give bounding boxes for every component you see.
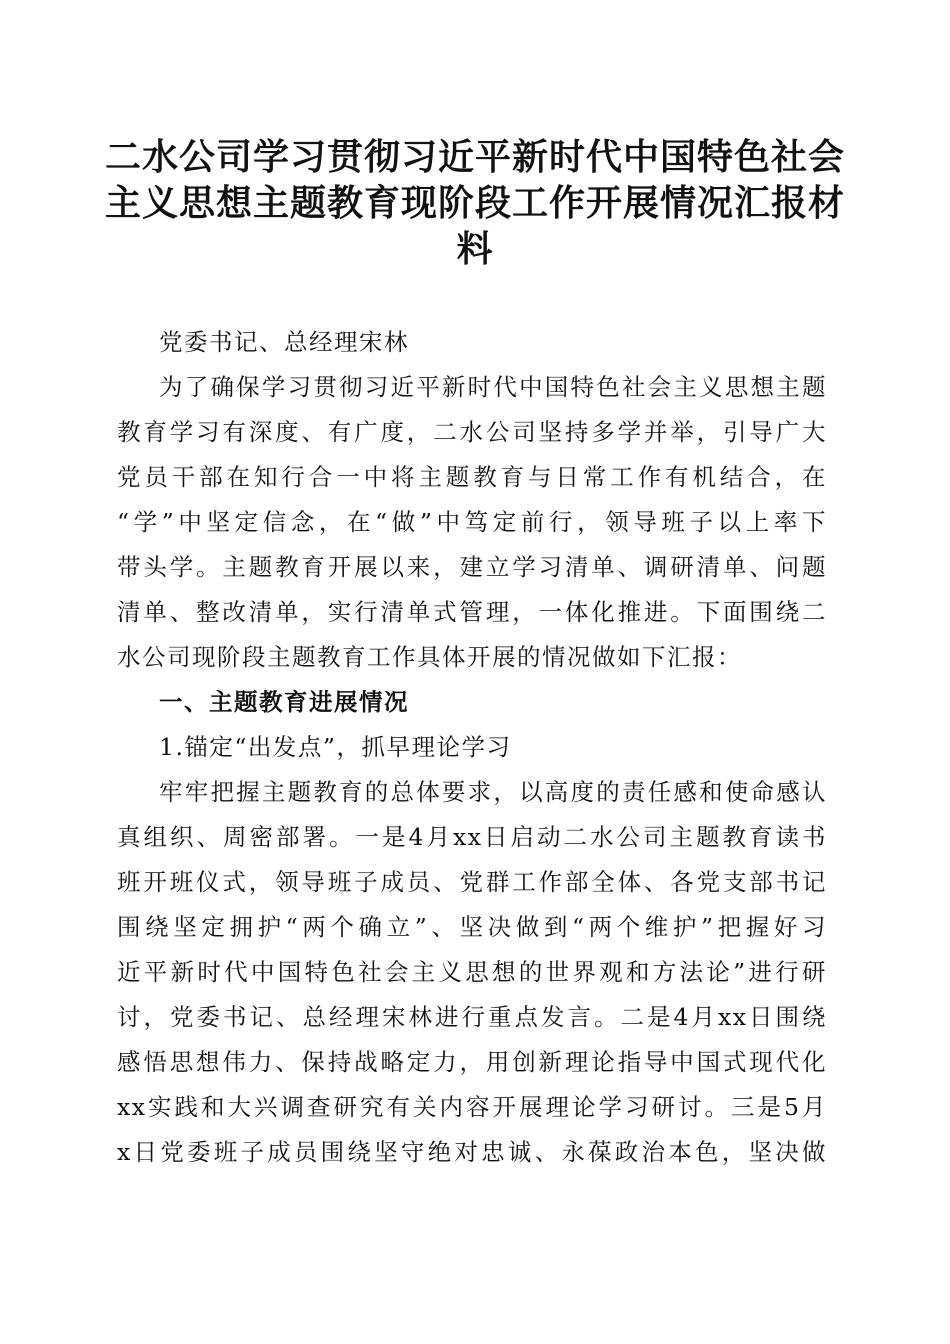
paragraph-line: 讨，党委书记、总经理宋林进行重点发言。二是4月xx日围绕 [117, 1003, 827, 1031]
paragraph-line: 水公司现阶段主题教育工作具体开展的情况做如下汇报： [117, 643, 742, 671]
paragraph-line: 带头学。主题教育开展以来，建立学习清单、调研清单、问题 [117, 553, 827, 581]
paragraph-line: 牢牢把握主题教育的总体要求，以高度的责任感和使命感认 [159, 778, 827, 806]
document-title [100, 134, 850, 272]
section-heading: 一、主题教育进展情况 [159, 688, 409, 716]
subsection-heading: 1.锚定“出发点”，抓早理论学习 [159, 733, 512, 761]
author-line: 党委书记、总经理宋林 [159, 328, 409, 356]
paragraph-line: 感悟思想伟力、保持战略定力，用创新理论指导中国式现代化 [117, 1048, 827, 1076]
paragraph-line: 清单、整改清单，实行清单式管理，一体化推进。下面围绕二 [117, 598, 827, 626]
document-body [117, 320, 827, 1175]
paragraph-line: 教育学习有深度、有广度，二水公司坚持多学并举，引导广大 [117, 418, 827, 446]
paragraph-line: “学”中坚定信念，在“做”中笃定前行，领导班子以上率下 [117, 508, 827, 536]
paragraph-line: 近平新时代中国特色社会主义思想的世界观和方法论”进行研 [117, 958, 827, 986]
paragraph-line: 班开班仪式，领导班子成员、党群工作部全体、各党支部书记 [117, 868, 827, 896]
paragraph-line: xx实践和大兴调查研究有关内容开展理论学习研讨。三是5月 [117, 1093, 827, 1121]
paragraph-line: 真组织、周密部署。一是4月xx日启动二水公司主题教育读书 [117, 823, 827, 851]
title-line: 二水公司学习贯彻习近平新时代中国特色社会 [104, 136, 845, 178]
title-line: 主义思想主题教育现阶段工作开展情况汇报材 [104, 182, 845, 224]
paragraph-line: 为了确保学习贯彻习近平新时代中国特色社会主义思想主题 [159, 373, 827, 401]
paragraph-line: x日党委班子成员围绕坚守绝对忠诚、永葆政治本色，坚决做 [117, 1138, 827, 1166]
paragraph-line: 党员干部在知行合一中将主题教育与日常工作有机结合，在 [117, 463, 827, 491]
paragraph-line: 围绕坚定拥护“两个确立”、坚决做到“两个维护”把握好习 [117, 913, 827, 941]
title-line: 料 [456, 228, 494, 270]
intro-paragraph [117, 365, 827, 680]
body-paragraph [117, 770, 827, 1175]
